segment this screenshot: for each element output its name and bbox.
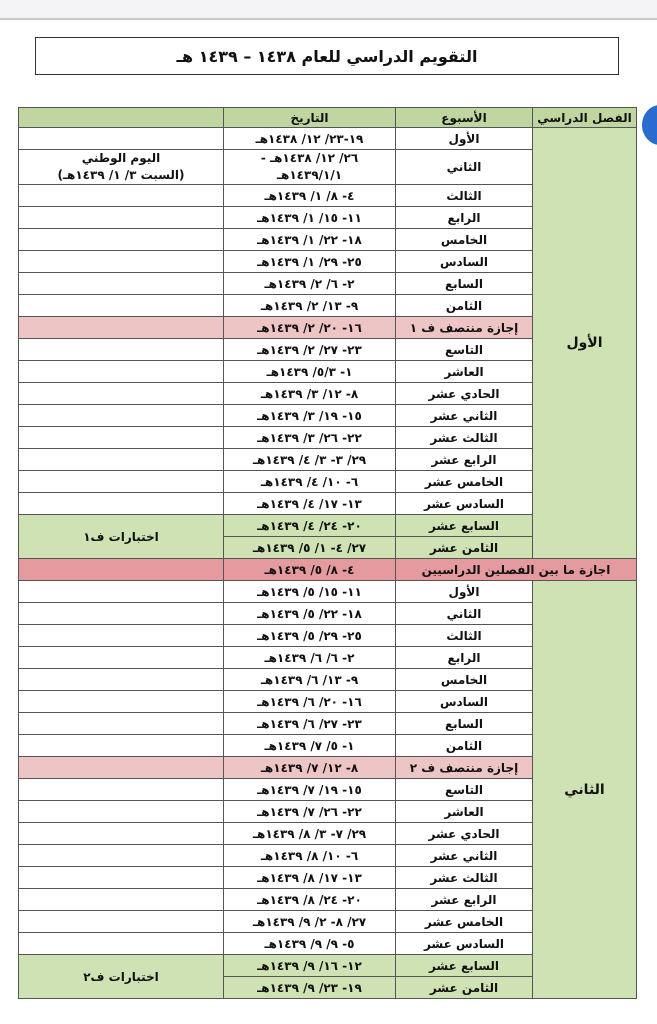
- week-cell: الخامس: [396, 669, 533, 691]
- table-header-row: [19, 108, 637, 128]
- note-cell: اختبارات ف١: [19, 515, 224, 559]
- date-cell: ٢٧/ ٤- ١/ ٥/ ١٤٣٩هـ: [224, 537, 396, 559]
- week-cell: الحادي عشر: [396, 823, 533, 845]
- date-cell: ١٥- ١٩/ ٧/ ١٤٣٩هـ: [224, 779, 396, 801]
- date-cell: ٢٣- ٢٧/ ٦/ ١٤٣٩هـ: [224, 713, 396, 735]
- calendar-body: [19, 128, 637, 999]
- week-cell: الرابع: [396, 207, 533, 229]
- week-cell: السابع عشر: [396, 955, 533, 977]
- date-cell: ٢٠- ٢٤/ ٨/ ١٤٣٩هـ: [224, 889, 396, 911]
- note-cell: [19, 603, 224, 625]
- note-cell: [19, 317, 224, 339]
- header-notes: [19, 108, 224, 128]
- date-cell: ١٨- ٢٢/ ٥/ ١٤٣٩هـ: [224, 603, 396, 625]
- week-cell: الثالث عشر: [396, 427, 533, 449]
- week-cell: الأول: [396, 581, 533, 603]
- week-cell: الثامن: [396, 735, 533, 757]
- week-cell: السادس: [396, 251, 533, 273]
- note-cell: [19, 867, 224, 889]
- date-cell: ٢- ٦/ ٦/ ١٤٣٩هـ: [224, 647, 396, 669]
- week-cell: إجازة منتصف ف ٢: [396, 757, 533, 779]
- week-cell: الأول: [396, 128, 533, 150]
- page-title: التقويم الدراسي للعام ١٤٣٨ – ١٤٣٩ هـ: [35, 37, 619, 75]
- date-line: ٢٦/ ١٢/ ١٤٣٨هـ -: [260, 151, 359, 165]
- semester-label: الثاني: [533, 581, 637, 999]
- week-cell: الثاني: [396, 150, 533, 185]
- date-cell: ٢٩/ ٣- ٣/ ٤/ ١٤٣٩هـ: [224, 449, 396, 471]
- date-cell: ١٩-٢٣/ ١٢/ ١٤٣٨هـ: [224, 128, 396, 150]
- top-toolbar: [0, 0, 657, 20]
- note-cell: [19, 251, 224, 273]
- note-cell: [19, 383, 224, 405]
- note-cell: [19, 295, 224, 317]
- date-line: ١٤٣٩/١/١هـ: [276, 168, 343, 182]
- note-cell: [19, 128, 224, 150]
- note-cell: [19, 735, 224, 757]
- note-line: اليوم الوطني: [81, 151, 161, 165]
- date-cell: ٢٥- ٢٩/ ٥/ ١٤٣٩هـ: [224, 625, 396, 647]
- date-cell: ١٦- ٢٠/ ٦/ ١٤٣٩هـ: [224, 691, 396, 713]
- note-cell: [19, 625, 224, 647]
- date-cell: ٦- ١٠/ ٤/ ١٤٣٩هـ: [224, 471, 396, 493]
- week-cell: السابع: [396, 273, 533, 295]
- note-cell: [19, 449, 224, 471]
- date-cell: ١٨- ٢٢/ ١/ ١٤٣٩هـ: [224, 229, 396, 251]
- date-cell: ٢٢- ٢٦/ ٣/ ١٤٣٩هـ: [224, 427, 396, 449]
- note-line: (السبت ٣/ ١/ ١٤٣٩هـ): [57, 168, 185, 182]
- date-cell: ٨- ١٢/ ٣/ ١٤٣٩هـ: [224, 383, 396, 405]
- date-cell: ٢٢- ٢٦/ ٧/ ١٤٣٩هـ: [224, 801, 396, 823]
- between-semesters-label: اجازة ما بين الفصلين الدراسيين: [396, 559, 637, 581]
- week-cell: السادس عشر: [396, 933, 533, 955]
- date-cell: ٢٣- ٢٧/ ٢/ ١٤٣٩هـ: [224, 339, 396, 361]
- date-cell: ٢٥- ٢٩/ ١/ ١٤٣٩هـ: [224, 251, 396, 273]
- header-semester: الفصل الدراسي: [533, 108, 637, 128]
- note-cell: [19, 933, 224, 955]
- note-cell: [19, 405, 224, 427]
- note-cell: [19, 691, 224, 713]
- note-cell: [19, 779, 224, 801]
- date-cell: ١٢- ١٦/ ٩/ ١٤٣٩هـ: [224, 955, 396, 977]
- between-semesters-note: [19, 559, 224, 581]
- note-cell: [19, 911, 224, 933]
- week-cell: التاسع: [396, 779, 533, 801]
- date-cell: ١- ٥/٣/ ١٤٣٩هـ: [224, 361, 396, 383]
- week-cell: الخامس عشر: [396, 911, 533, 933]
- semester-label: الأول: [533, 128, 637, 559]
- week-cell: الرابع: [396, 647, 533, 669]
- week-cell: الثالث عشر: [396, 867, 533, 889]
- date-cell: ١٥- ١٩/ ٣/ ١٤٣٩هـ: [224, 405, 396, 427]
- week-cell: الرابع عشر: [396, 449, 533, 471]
- week-cell: الثامن: [396, 295, 533, 317]
- date-cell: ١١- ١٥/ ٥/ ١٤٣٩هـ: [224, 581, 396, 603]
- week-cell: الثالث: [396, 185, 533, 207]
- week-cell: العاشر: [396, 801, 533, 823]
- note-cell: [19, 845, 224, 867]
- table-row: [19, 581, 637, 603]
- note-cell: [19, 207, 224, 229]
- note-cell: [19, 339, 224, 361]
- calendar-table: [18, 107, 637, 999]
- week-cell: الثامن عشر: [396, 537, 533, 559]
- note-cell: [19, 889, 224, 911]
- week-cell: العاشر: [396, 361, 533, 383]
- note-cell: [19, 581, 224, 603]
- week-cell: الثاني: [396, 603, 533, 625]
- date-cell: ٦- ١٠/ ٨/ ١٤٣٩هـ: [224, 845, 396, 867]
- edge-circle-decoration: [642, 105, 657, 145]
- date-cell: ٢٧/ ٨- ٢/ ٩/ ١٤٣٩هـ: [224, 911, 396, 933]
- note-cell: [19, 185, 224, 207]
- date-cell: ٢- ٦/ ٢/ ١٤٣٩هـ: [224, 273, 396, 295]
- between-semesters-date: ٤- ٨/ ٥/ ١٤٣٩هـ: [224, 559, 396, 581]
- date-cell: ١١- ١٥/ ١/ ١٤٣٩هـ: [224, 207, 396, 229]
- week-cell: السابع: [396, 713, 533, 735]
- week-cell: الثالث: [396, 625, 533, 647]
- date-cell: ٩- ١٣/ ٢/ ١٤٣٩هـ: [224, 295, 396, 317]
- week-cell: السادس: [396, 691, 533, 713]
- week-cell: السادس عشر: [396, 493, 533, 515]
- week-cell: الحادي عشر: [396, 383, 533, 405]
- note-cell: [19, 823, 224, 845]
- note-cell: [19, 757, 224, 779]
- date-cell: ٢٠- ٢٤/ ٤/ ١٤٣٩هـ: [224, 515, 396, 537]
- week-cell: الخامس: [396, 229, 533, 251]
- note-cell: [19, 427, 224, 449]
- note-cell: [19, 471, 224, 493]
- note-cell: [19, 273, 224, 295]
- between-semesters-row: [19, 559, 637, 581]
- note-cell: [19, 361, 224, 383]
- note-cell: [19, 669, 224, 691]
- date-cell: ٩- ١٣/ ٦/ ١٤٣٩هـ: [224, 669, 396, 691]
- week-cell: السابع عشر: [396, 515, 533, 537]
- note-cell: [19, 647, 224, 669]
- week-cell: التاسع: [396, 339, 533, 361]
- note-cell: [19, 713, 224, 735]
- date-cell: ١٣- ١٧/ ٤/ ١٤٣٩هـ: [224, 493, 396, 515]
- date-cell: ٨- ١٢/ ٧/ ١٤٣٩هـ: [224, 757, 396, 779]
- date-cell: ١٩- ٢٣/ ٩/ ١٤٣٩هـ: [224, 977, 396, 999]
- date-cell: ٤- ٨/ ١/ ١٤٣٩هـ: [224, 185, 396, 207]
- week-cell: الخامس عشر: [396, 471, 533, 493]
- note-cell: [19, 801, 224, 823]
- note-cell: [19, 493, 224, 515]
- header-week: الأسبوع: [396, 108, 533, 128]
- week-cell: إجازة منتصف ف ١: [396, 317, 533, 339]
- header-date: التاريخ: [224, 108, 396, 128]
- date-cell: ٥- ٩/ ٩/ ١٤٣٩هـ: [224, 933, 396, 955]
- date-cell: ١- ٥/ ٧/ ١٤٣٩هـ: [224, 735, 396, 757]
- date-cell: [224, 150, 396, 185]
- date-cell: ١٣- ١٧/ ٨/ ١٤٣٩هـ: [224, 867, 396, 889]
- date-cell: ٢٩/ ٧- ٣/ ٨/ ١٤٣٩هـ: [224, 823, 396, 845]
- week-cell: الثامن عشر: [396, 977, 533, 999]
- week-cell: الثاني عشر: [396, 845, 533, 867]
- note-cell: [19, 150, 224, 185]
- date-cell: ١٦- ٢٠/ ٢/ ١٤٣٩هـ: [224, 317, 396, 339]
- note-cell: [19, 229, 224, 251]
- week-cell: الثاني عشر: [396, 405, 533, 427]
- table-row: [19, 128, 637, 150]
- week-cell: الرابع عشر: [396, 889, 533, 911]
- note-cell: اختبارات ف٢: [19, 955, 224, 999]
